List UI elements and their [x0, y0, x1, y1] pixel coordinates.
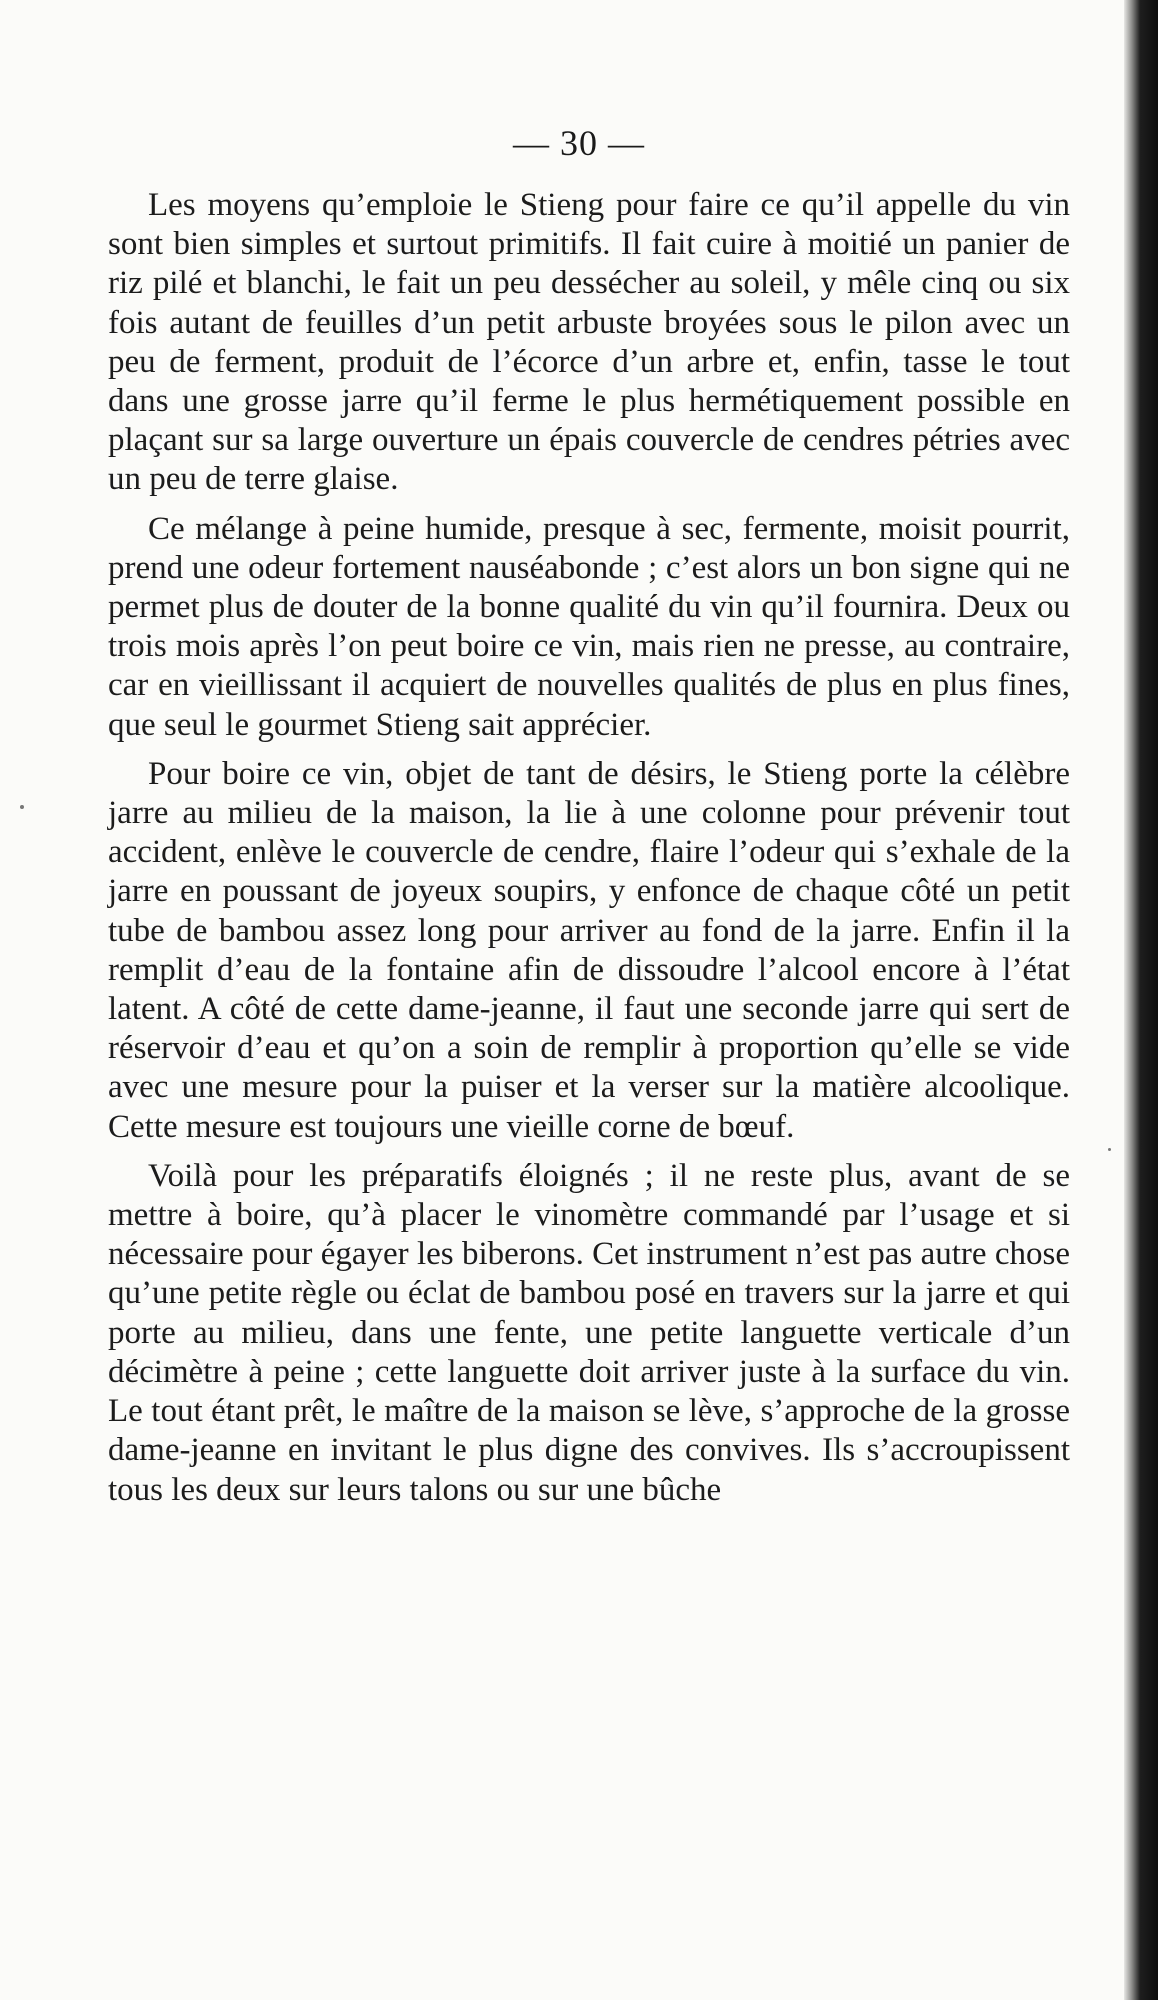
- scan-speck: [20, 805, 24, 809]
- paragraph-1: Les moyens qu’emploie le Stieng pour faire ce qu’il appelle du vin sont bien simples et surtout primitifs. Il fait cuire à moitié un panier de riz pilé et blanchi, le fait un peu dessécher au soleil, y mêle cinq ou six fois autant de feuilles d’un petit arbuste broyées sous le pilon avec un peu de ferment, produit de l’écorce d’un arbre et, enfin, tasse le tout dans une grosse jarre qu’il ferme le plus hermétiquement possible en plaçant sur sa large ouverture un épais couvercle de cendres pétries avec un peu de terre glaise.: [108, 187, 1070, 498]
- page-binding-edge: [1124, 0, 1158, 2000]
- paragraph-4: Voilà pour les préparatifs éloignés ; il ne reste plus, avant de se mettre à boire, qu’à placer le vinomètre commandé par l’usage et si nécessaire pour égayer les biberons. Cet instrument n’est pas autre chose qu’une petite règle ou éclat de bambou posé en travers sur la jarre et qui porte au milieu, dans une fente, une petite languette verticale d’un décimètre à peine ; cette languette doit arriver juste à la surface du vin. Le tout étant prêt, le maître de la maison se lève, s’approche de la grosse dame-jeanne en invitant le plus digne des convives. Ils s’accroupissent tous les deux sur leurs talons ou sur une bûche: [108, 1157, 1070, 1508]
- paragraph-3: Pour boire ce vin, objet de tant de désirs, le Stieng porte la célèbre jarre au milieu de la maison, la lie à une colonne pour prévenir tout accident, enlève le couvercle de cendre, flaire l’odeur qui s’exhale de la jarre en poussant de joyeux soupirs, y enfonce de chaque côté un petit tube de bambou assez long pour arriver au fond de la jarre. Enfin il la remplit d’eau de la fontaine afin de dissoudre l’alcool encore à l’état latent. A côté de cette dame-jeanne, il faut une seconde jarre qui sert de réservoir d’eau et qu’on a soin de remplir à proportion qu’elle se vide avec une mesure pour la puiser et la verser sur la matière alcoolique. Cette mesure est toujours une vieille corne de bœuf.: [108, 755, 1070, 1145]
- paragraph-2: Ce mélange à peine humide, presque à sec, fermente, moisit pourrit, prend une odeur fortement nauséabonde ; c’est alors un bon signe qui ne permet plus de douter de la bonne qualité du vin qu’il fournira. Deux ou trois mois après l’on peut boire ce vin, mais rien ne presse, au contraire, car en vieillissant il acquiert de nouvelles qualités de plus en plus fines, que seul le gourmet Stieng sait apprécier.: [108, 510, 1070, 743]
- body-text: [108, 186, 1070, 1520]
- page-number: — 30 —: [513, 123, 645, 163]
- scan-speck: [1108, 1148, 1111, 1151]
